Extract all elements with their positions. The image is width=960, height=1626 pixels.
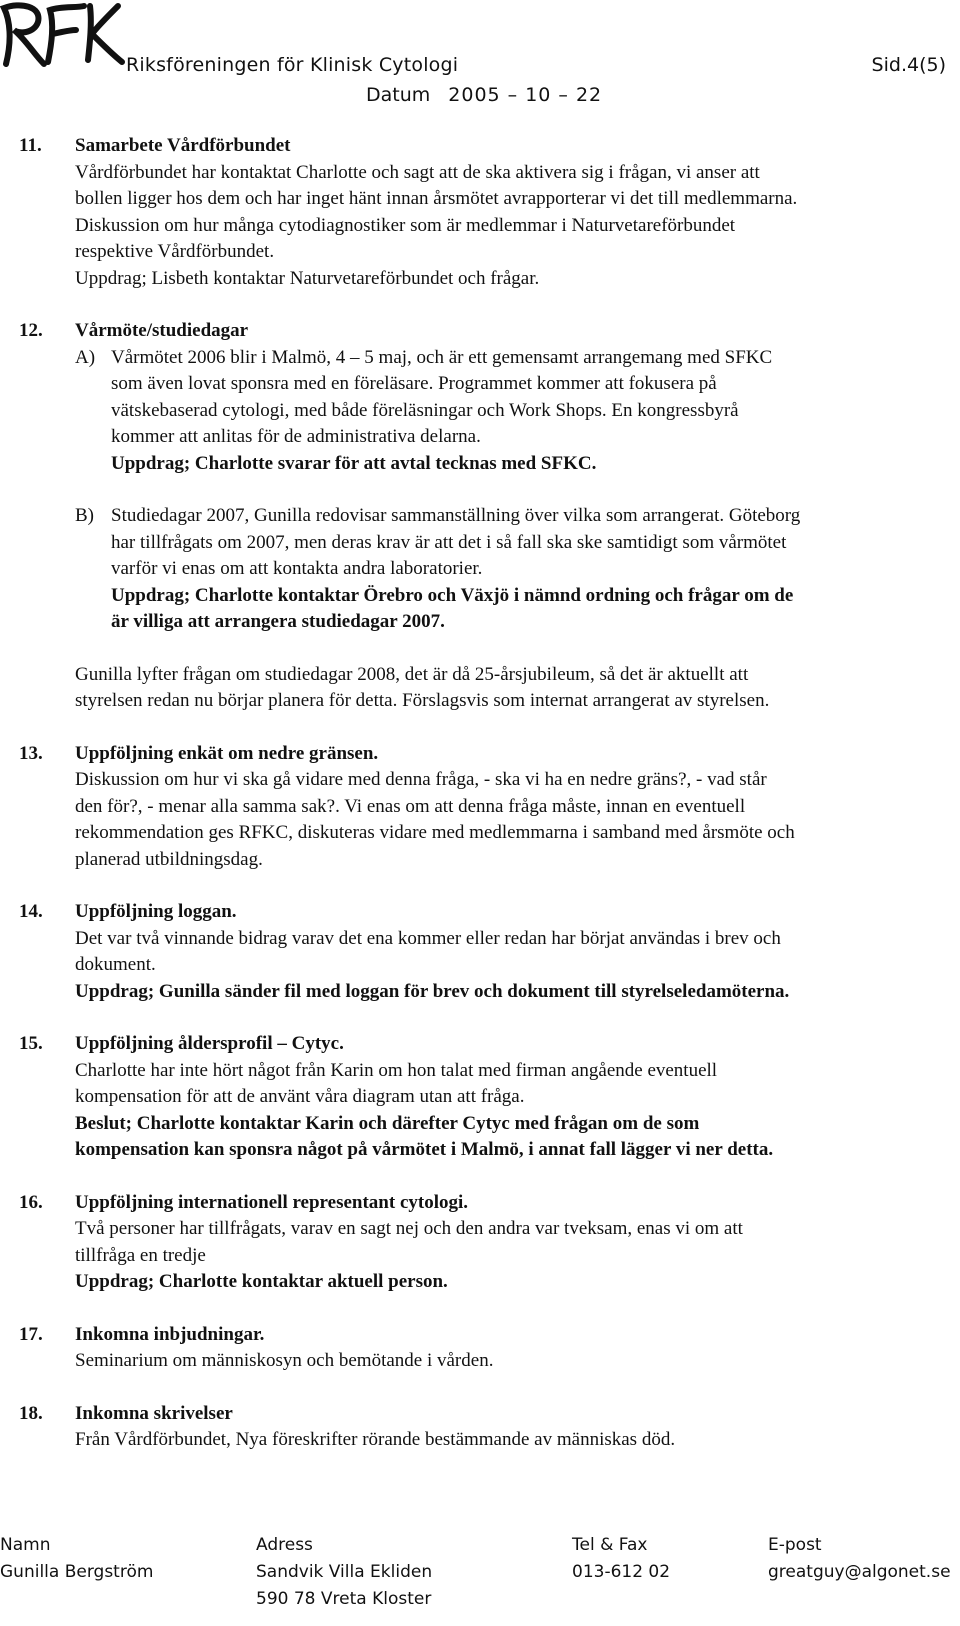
rfk-logo xyxy=(0,0,125,70)
footer-label-email: E-post xyxy=(768,1535,822,1555)
page-number: Sid.4(5) xyxy=(871,54,946,76)
footer-contact xyxy=(0,1535,951,1616)
footer-values xyxy=(0,1562,951,1589)
assignment-line: Uppdrag; Charlotte kontaktar Örebro och Växjö i nämnd ordning och frågar om de xyxy=(111,584,794,606)
text-line: Från Vårdförbundet, Nya föreskrifter rörande bestämmande av människas död. xyxy=(75,1429,676,1450)
text-line: Diskussion om hur många cytodiagnostiker som är medlemmar i Naturvetareförbundet xyxy=(75,214,736,236)
text-line: som även lovat sponsra med en föreläsare. Programmet kommer att fokusera på xyxy=(111,373,717,394)
text-line: Uppdrag; Lisbeth kontaktar Naturvetareförbundet och frågar. xyxy=(75,267,540,289)
section-number: 18. xyxy=(19,1402,43,1424)
text-line: varför vi enas om att kontakta andra laboratorier. xyxy=(111,558,483,579)
text-line: kompensation för att de använt våra diagram utan att fråga. xyxy=(75,1086,525,1107)
section-title: Uppföljning loggan. xyxy=(75,901,237,922)
text-line: den för?, - menar alla samma sak?. Vi enas om att denna fråga måste, innan en eventuell xyxy=(75,795,746,817)
footer-label-address: Adress xyxy=(256,1535,313,1555)
section-title: Uppföljning internationell representant cytologi. xyxy=(75,1191,469,1213)
text-line: Diskussion om hur vi ska gå vidare med denna fråga, - ska vi ha en nedre gräns?, - vad står xyxy=(75,769,767,790)
text-line: har tillfrågats om 2007, men deras krav är att det i så fall ska ske samtidigt som vårmötet xyxy=(111,531,787,553)
section-number: 13. xyxy=(19,742,43,764)
text-line: respektive Vårdförbundet. xyxy=(75,241,275,262)
assignment-line: Uppdrag; Charlotte kontaktar aktuell person. xyxy=(75,1271,448,1292)
section-15 xyxy=(0,1031,940,1164)
decision-line: kompensation kan sponsra något på vårmötet i Malmö, i annat fall lägger vi ner detta. xyxy=(75,1139,774,1160)
item-label: B) xyxy=(75,505,94,526)
date-value: 2005 – 10 – 22 xyxy=(448,84,603,106)
text-line: vätskebaserad cytologi, med både föreläsningar och Work Shops. En kongressbyrå xyxy=(111,399,739,421)
footer-label-phone: Tel & Fax xyxy=(572,1535,648,1555)
section-12 xyxy=(0,318,940,715)
contact-name: Gunilla Bergström xyxy=(0,1562,154,1582)
section-title: Uppföljning enkät om nedre gränsen. xyxy=(75,742,379,764)
section-13 xyxy=(0,741,940,874)
text-line: Det var två vinnande bidrag varav det ena kommer eller redan har börjat användas i brev och xyxy=(75,927,781,949)
text-line: Vårmötet 2006 blir i Malmö, 4 – 5 maj, och är ett gemensamt arrangemang med SFKC xyxy=(111,346,773,368)
text-line: Två personer har tillfrågats, varav en sagt nej och den andra var tveksam, enas vi om att xyxy=(75,1218,743,1239)
organization-name: Riksföreningen för Klinisk Cytologi xyxy=(126,54,459,76)
text-line: Studiedagar 2007, Gunilla redovisar sammanställning över vilka som arrangerat. Göteborg xyxy=(111,505,801,526)
section-17 xyxy=(0,1322,940,1375)
contact-address: Sandvik Villa Ekliden xyxy=(256,1562,433,1582)
section-title: Inkomna skrivelser xyxy=(75,1402,233,1424)
footer-label-name: Namn xyxy=(0,1535,51,1555)
contact-phone: 013-612 02 xyxy=(572,1562,671,1582)
minutes-body xyxy=(0,133,940,1480)
section-18 xyxy=(0,1401,940,1454)
section-11 xyxy=(0,133,940,292)
text-line: Charlotte har inte hört något från Karin om hon talat med firman angående eventuell xyxy=(75,1059,718,1081)
section-number: 16. xyxy=(19,1191,43,1213)
text-line: rekommendation ges RFKC, diskuteras vidare med medlemmarna i samband med årsmöte och xyxy=(75,822,795,843)
section-number: 17. xyxy=(19,1323,43,1345)
section-title: Samarbete Vårdförbundet xyxy=(75,135,291,156)
text-line: Gunilla lyfter frågan om studiedagar 2008, det är då 25-årsjubileum, så det är aktuellt att xyxy=(75,663,749,685)
item-b xyxy=(75,503,940,636)
assignment-line: är villiga att arrangera studiedagar 2007. xyxy=(111,611,445,632)
section-number: 15. xyxy=(19,1033,43,1054)
assignment-line: Uppdrag; Gunilla sänder fil med loggan för brev och dokument till styrelseledamöterna. xyxy=(75,980,790,1002)
text-line: planerad utbildningsdag. xyxy=(75,848,263,870)
contact-email[interactable]: greatguy@algonet.se xyxy=(768,1562,951,1582)
item-a xyxy=(75,345,940,478)
date-label: Datum xyxy=(366,84,431,106)
footer-labels xyxy=(0,1535,940,1562)
section-number: 14. xyxy=(19,901,43,922)
item-label: A) xyxy=(75,346,96,368)
text-line: styrelsen redan nu börjar planera för detta. Förslagsvis som internat arrangerat av styrelsen. xyxy=(75,690,770,711)
text-line: dokument. xyxy=(75,954,156,975)
text-line: tillfråga en tredje xyxy=(75,1244,206,1266)
text-line: Vårdförbundet har kontaktat Charlotte och sagt att de ska aktivera sig i frågan, vi anser att xyxy=(75,161,760,183)
text-line: kommer att anlitas för de administrativa delarna. xyxy=(111,426,481,447)
date-line xyxy=(366,84,602,106)
section-number: 11. xyxy=(19,135,42,156)
section-16 xyxy=(0,1190,940,1296)
section-title: Inkomna inbjudningar. xyxy=(75,1323,265,1345)
section-title: Uppföljning åldersprofil – Cytyc. xyxy=(75,1033,344,1054)
text-line: bollen ligger hos dem och har inget hänt innan årsmötet avrapporterar vi det till medlemmarna. xyxy=(75,188,798,209)
text-line: Seminarium om människosyn och bemötande i vården. xyxy=(75,1350,494,1371)
decision-line: Beslut; Charlotte kontaktar Karin och därefter Cytyc med frågan om de som xyxy=(75,1112,700,1134)
assignment-line: Uppdrag; Charlotte svarar för att avtal tecknas med SFKC. xyxy=(111,452,597,474)
footer-values-2 xyxy=(0,1589,940,1616)
section-number: 12. xyxy=(19,320,43,341)
contact-address-postal: 590 78 Vreta Kloster xyxy=(256,1589,432,1609)
section-title: Vårmöte/studiedagar xyxy=(75,320,249,341)
section-14 xyxy=(0,899,940,1005)
